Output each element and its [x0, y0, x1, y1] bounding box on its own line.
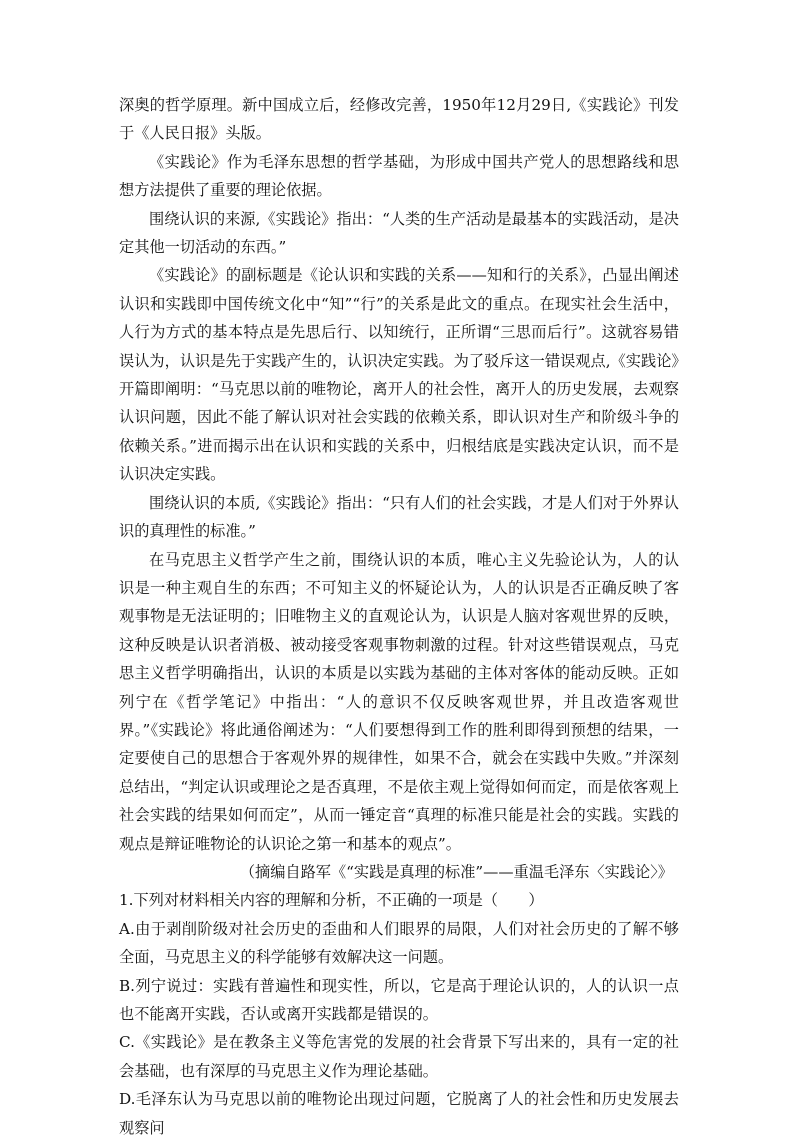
paragraph-4: 《实践论》的副标题是《论认识和实践的关系——知和行的关系》，凸显出阐述认识和实践即中国传统文化中“知”“行”的关系是此文的重点。在现实社会生活中，人行为方式的基本特点是先思后行、以知统行，正所谓“三思而后行”。这就容易错误认为，认识是先于实践产生的，认识决定实践。为了驳斥这一错误观点,《实践论》开篇即阐明：“马克思以前的唯物论，离开人的社会性，离开人的历史发展，去观察认识问题，因此不能了解认识对社会实践的依赖关系，即认识对生产和阶级斗争的依赖关系。”进而揭示出在认识和实践的关系中，归根结底是实践决定认识，而不是认识决定实践。: [119, 266, 679, 484]
option-a: A.由于剥削阶级对社会历史的歪曲和人们眼界的局限，人们对社会历史的了解不够全面，马克思主义的科学能够有效解决这一问题。: [119, 919, 679, 967]
paragraph-3: 围绕认识的来源,《实践论》指出：“人类的生产活动是最基本的实践活动，是决定其他一切活动的东西。”: [119, 209, 679, 257]
paragraph-5: 围绕认识的本质,《实践论》指出：“只有人们的社会实践，才是人们对于外界认识的真理性的标准。”: [119, 493, 679, 541]
paragraph-6: 在马克思主义哲学产生之前，围绕认识的本质，唯心主义先验论认为，人的认识是一种主观自生的东西；不可知主义的怀疑论认为，人的认识是否正确反映了客观事物是无法证明的；旧唯物主义的直观论认为，认识是人脑对客观世界的反映，这种反映是认识者消极、被动接受客观事物刺激的过程。针对这些错误观点，马克思主义哲学明确指出，认识的本质是以实践为基础的主体对客体的能动反映。正如列宁在《哲学笔记》中指出：“人的意识不仅反映客观世界，并且改造客观世界。”《实践论》将此通俗阐述为：“人们要想得到工作的胜利即得到预想的结果，一定要使自己的思想合于客观外界的规律性，如果不合，就会在实践中失败。”并深刻总结出，“判定认识或理论之是否真理，不是依主观上觉得如何而定，而是依客观上社会实践的结果如何而定”，从而一锤定音“真理的标准只能是社会的实践。实践的观点是辩证唯物论的认识论之第一和基本的观点”。: [119, 550, 679, 853]
document-body: [119, 91, 679, 1142]
question-1-stem: 1.下列对材料相关内容的理解和分析，不正确的一项是（ ）: [119, 891, 544, 910]
option-d: D.毛泽东认为马克思以前的唯物论出现过问题，它脱离了人的社会性和历史发展去观察问: [119, 1090, 679, 1137]
option-b: B.列宁说过：实践有普遍性和现实性，所以，它是高于理论认识的，人的认识一点也不能离开实践，否认或离开实践都是错误的。: [119, 976, 679, 1023]
paragraph-2: 《实践论》作为毛泽东思想的哲学基础，为形成中国共产党人的思想路线和思想方法提供了重要的理论依据。: [119, 152, 679, 200]
option-c: C.《实践论》是在教条主义等危害党的发展的社会背景下写出来的，具有一定的社会基础，也有深厚的马克思主义作为理论基础。: [119, 1033, 679, 1080]
paragraph-1: 深奥的哲学原理。新中国成立后，经修改完善，1950年12月29日,《实践论》刊发于《人民日报》头版。: [119, 96, 679, 143]
source-citation: （摘编自路军《“实践是真理的标准”——重温毛泽东〈实践论〉》: [239, 862, 673, 881]
